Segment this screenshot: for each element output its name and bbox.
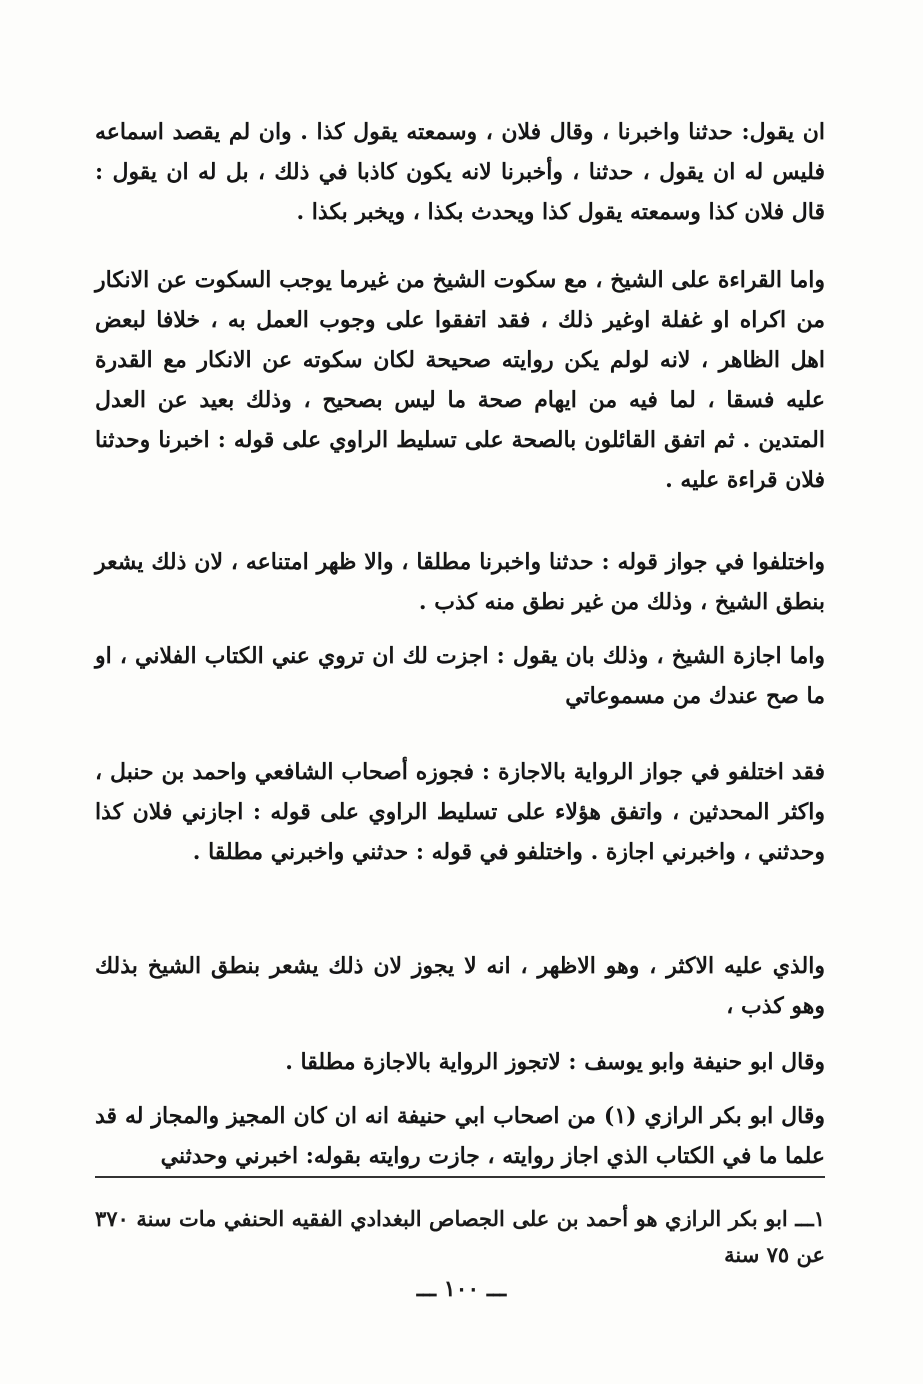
paragraph-8: وقال ابو بكر الرازي (١) من اصحاب ابي حنيفة انه ان كان المجيز والمجاز له قد علما ما في الكتاب الذي اجاز روايته ، جازت روايته بقوله: اخبرني وحدثني: [95, 1103, 826, 1169]
paragraph-3: واختلفوا في جواز قوله : حدثنا واخبرنا مطلقا ، والا ظهر امتناعه ، لان ذلك يشعر بنطق الشيخ ، وذلك من غير نطق منه كذب .: [95, 549, 825, 615]
main-text: [95, 112, 825, 1204]
footnote: ١ـــ ابو بكر الرازي هو أحمد بن على الجصاص البغدادي الفقيه الحنفي مات سنة ٣٧٠ عن ٧٥ سنة: [95, 1206, 825, 1267]
paragraph-4: واما اجازة الشيخ ، وذلك بان يقول : اجزت لك ان تروي عني الكتاب الفلاني ، او ما صح عندك من مسموعاتي: [95, 643, 825, 709]
paragraph-1: ان يقول: حدثنا واخبرنا ، وقال فلان ، وسمعته يقول كذا . وان لم يقصد اسماعه فليس له ان يقول ، حدثنا ، وأخبرنا لانه يكون كاذبا في ذلك ، بل له ان يقول : قال فلان كذا وسمعته يقول كذا ويحدث بكذا ، ويخبر بكذا .: [95, 119, 825, 225]
paragraph-2: واما القراءة على الشيخ ، مع سكوت الشيخ من غيرما يوجب السكوت عن الانكار من اكراه او غفلة اوغير ذلك ، فقد اتفقوا على وجوب العمل به ، خلافا لبعض اهل الظاهر ، لانه لولم يكن روايته صحيحة لكان سكوته عن الانكار مع القدرة عليه فسقا ، لما فيه من ايهام صحة ما ليس بصحيح ، وذلك بعيد عن العدل المتدين . ثم اتفق القائلون بالصحة على تسليط الراوي على قوله : اخبرنا وحدثنا فلان قراءة عليه .: [95, 267, 825, 493]
paragraph-6: والذي عليه الاكثر ، وهو الاظهر ، انه لا يجوز لان ذلك يشعر بنطق الشيخ بذلك وهو كذب ،: [95, 953, 825, 1019]
page-number: ـــ ١٠٠ ـــ: [416, 1276, 507, 1302]
paragraph-5: فقد اختلفو في جواز الرواية بالاجازة : فجوزه أصحاب الشافعي واحمد بن حنبل ، واكثر المحدثين ، واتفق هؤلاء على تسليط الراوي على قوله : اجازني فلان كذا وحدثني ، واخبرني اجازة . واختلفو في قوله : حدثني واخبرني مطلقا .: [95, 759, 825, 865]
paragraph-7: وقال ابو حنيفة وابو يوسف : لاتجوز الرواية بالاجازة مطلقا .: [285, 1049, 825, 1075]
footnote-divider: [95, 1176, 825, 1178]
